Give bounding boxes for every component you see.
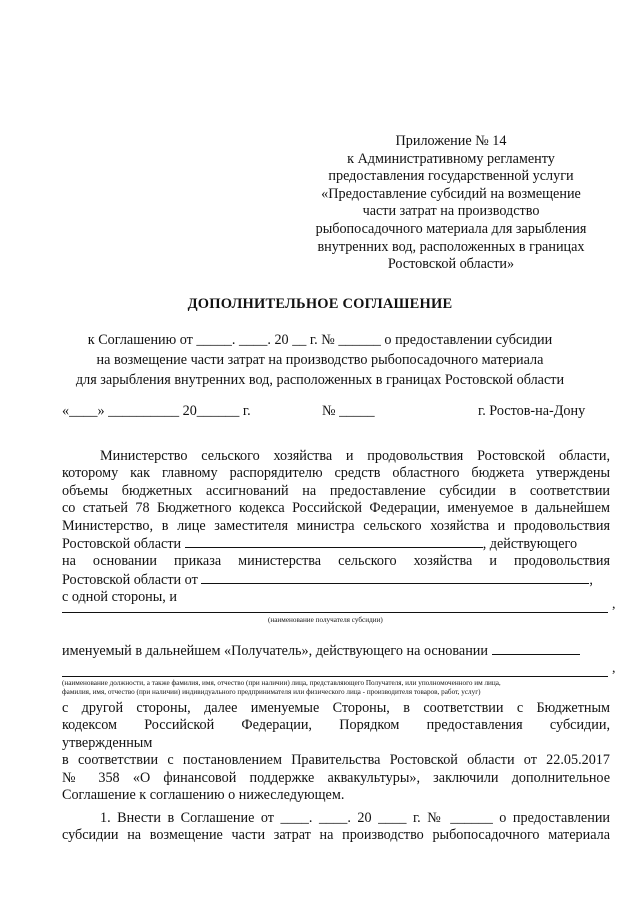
recipient-basis-line [62, 642, 610, 660]
annex-line: Ростовской области» [387, 256, 515, 273]
recipient-text: именуемый в дальнейшем «Получатель», действующего на основании [62, 643, 488, 659]
recipient-caption: (наименование получателя субсидии) [268, 616, 383, 624]
agreement-date: «____» __________ 20______ г. [62, 403, 251, 419]
annex-line: части затрат на производство [362, 203, 540, 220]
preamble-text: Ростовской области от [62, 571, 198, 588]
preamble-line: которому как главному распорядителю средств областного бюджета утверждены [62, 465, 610, 482]
representative-caption: (наименование должности, а также фамилия, имя, отчество (при наличии) лица, представляющего Получателя, или уполномоченного им лица, [62, 679, 501, 687]
reference-line: для зарыбления внутренних вод, расположенных в границах Ростовской области [75, 372, 565, 388]
preamble-text: , [589, 571, 593, 588]
basis-blank [492, 642, 580, 655]
representative-caption: фамилия, имя, отчество (при наличии) индивидуального предпринимателя или физического лица - производителя товаров, работ, услуг) [62, 688, 481, 696]
order-details-blank [201, 571, 589, 584]
agreement-place: г. Ростов-на-Дону [478, 403, 586, 419]
parties-line: утвержденным [62, 734, 153, 751]
preamble-text: Ростовской области [62, 536, 182, 553]
recipient-line [62, 642, 610, 660]
annex-line: Приложение № 14 [395, 133, 507, 149]
document-title: ДОПОЛНИТЕЛЬНОЕ СОГЛАШЕНИЕ [187, 296, 453, 312]
agreement-reference [20, 330, 620, 390]
clause-line: 1. Внести в Соглашение от ____. ____. 20 ____ г. № ______ о предоставлении [100, 810, 610, 826]
comma: , [612, 661, 616, 676]
recipient-name-blank [62, 612, 608, 613]
parties-line: кодексом Российской Федерации, Порядком предоставления субсидии, [62, 717, 610, 734]
parties-paragraph [62, 700, 610, 804]
parties-line: № 358 «О финансовой поддержке аквакультуры», заключили дополнительное [62, 769, 610, 786]
reference-line: к Соглашению от _____. ____. 20 __ г. № ______ о предоставлении субсидии [87, 332, 553, 348]
reference-line: на возмещение части затрат на производство рыбопосадочного материала [96, 352, 544, 368]
preamble-text: , действующего [482, 536, 578, 553]
parties-line: Соглашение к соглашению о нижеследующем. [62, 787, 345, 804]
preamble-line [62, 571, 610, 589]
clause-line: субсидии на возмещение части затрат на производство рыбопосадочного материала [62, 827, 610, 844]
parties-line: в соответствии с постановлением Правительства Ростовской области от 22.05.2017 [62, 752, 610, 769]
preamble-line: с одной стороны, и [62, 589, 177, 606]
preamble-line: Министерство, в лице заместителя министра сельского хозяйства и продовольствия [62, 517, 610, 534]
preamble-line: Министерство сельского хозяйства и продовольствия Ростовской области, [100, 448, 610, 464]
annex-line: предоставления государственной услуги [328, 168, 574, 185]
preamble-paragraph [62, 448, 610, 607]
preamble-line: со статьей 78 Бюджетного кодекса Российской Федерации, именуемое в дальнейшем [62, 500, 610, 517]
annex-line: «Предоставление субсидий на возмещение [321, 185, 581, 202]
agreement-number: № _____ [322, 403, 375, 419]
preamble-line [62, 535, 610, 553]
comma: , [612, 597, 616, 612]
annex-header [290, 133, 612, 274]
official-name-blank [185, 535, 483, 548]
parties-line: с другой стороны, далее именуемые Стороны, в соответствии с Бюджетным [62, 700, 610, 716]
annex-line: к Административному регламенту [347, 150, 555, 167]
annex-line: внутренних вод, расположенных в границах [317, 238, 585, 255]
clause-1 [62, 810, 610, 845]
annex-line: рыбопосадочного материала для зарыбления [315, 220, 587, 237]
representative-blank [62, 676, 608, 677]
preamble-line: на основании приказа министерства сельского хозяйства и продовольствия [62, 553, 610, 570]
preamble-line: объемы бюджетных ассигнований на предоставление субсидии в соответствии [62, 482, 610, 499]
